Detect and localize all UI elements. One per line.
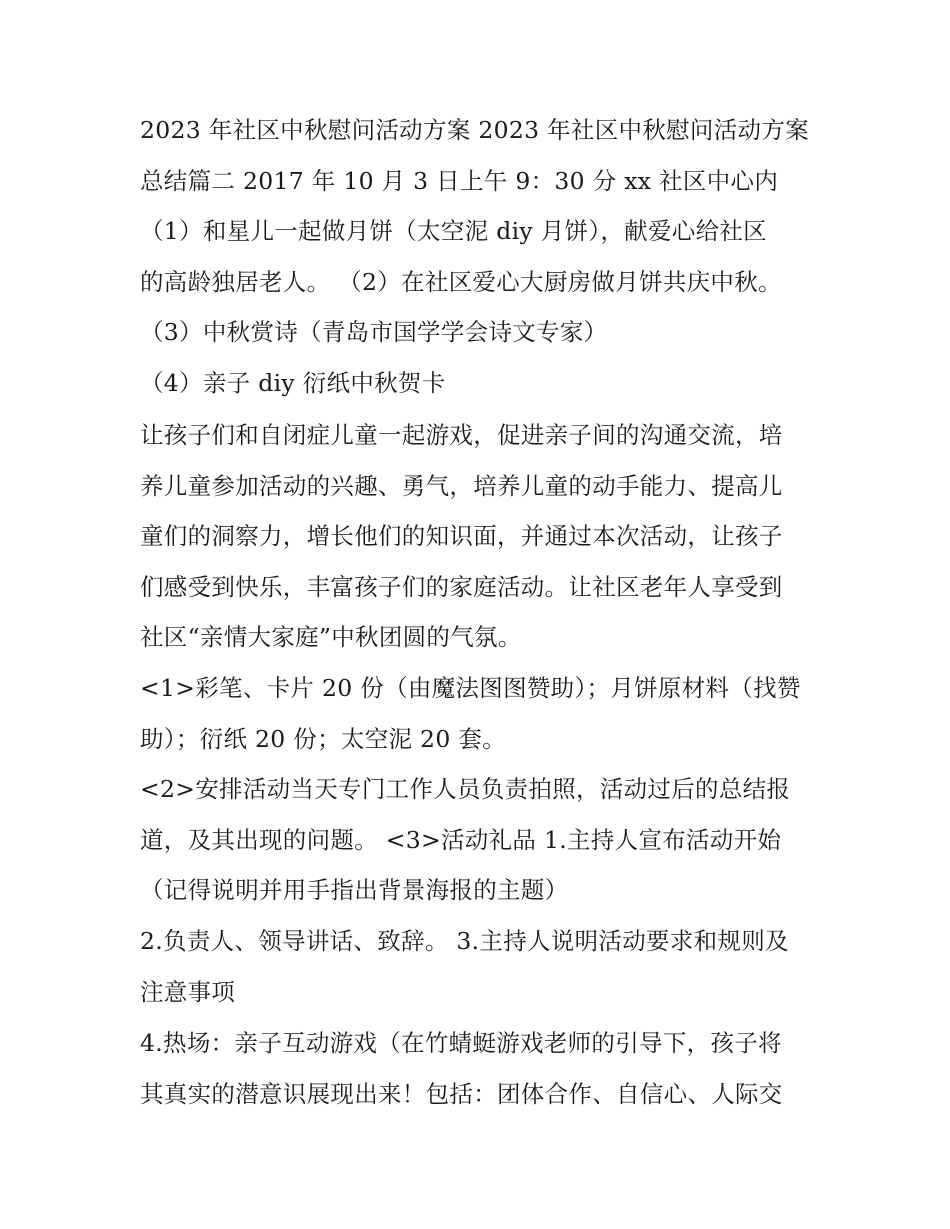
text-line: （3）中秋赏诗（青岛市国学学会诗文专家）: [140, 318, 608, 346]
text-line: 总结篇二 2017 年 10 月 3 日上午 9：30 分 xx 社区中心内: [140, 167, 779, 195]
text-line: 们感受到快乐，丰富孩子们的家庭活动。让社区老年人享受到: [140, 573, 783, 601]
text-line: 其真实的潜意识展现出来！包括：团体合作、自信心、人际交: [140, 1080, 783, 1108]
text-line: <1>彩笔、卡片 20 份（由魔法图图赞助）；月饼原材料（找赞: [140, 674, 801, 702]
text-line: 的高龄独居老人。 （2）在社区爱心大厨房做月饼共庆中秋。: [140, 268, 782, 296]
text-line: 童们的洞察力，增长他们的知识面，并通过本次活动，让孩子: [140, 522, 783, 550]
text-line: （记得说明并用手指出背景海报的主题）: [140, 876, 569, 904]
text-line: 4.热场：亲子互动游戏（在竹蜻蜓游戏老师的引导下，孩子将: [140, 1029, 782, 1057]
text-line: 让孩子们和自闭症儿童一起游戏，促进亲子间的沟通交流，培: [140, 421, 783, 449]
text-line: 养儿童参加活动的兴趣、勇气，培养儿童的动手能力、提高儿: [140, 472, 783, 500]
text-line: 2.负责人、领导讲话、致辞。 3.主持人说明活动要求和规则及: [140, 927, 789, 955]
text-line: （4）亲子 diy 衍纸中秋贺卡: [140, 369, 446, 397]
text-line: <2>安排活动当天专门工作人员负责拍照，活动过后的总结报: [140, 775, 791, 803]
text-line: （1）和星儿一起做月饼（太空泥 diy 月饼），献爱心给社区: [140, 217, 767, 245]
text-line: 社区“亲情大家庭”中秋团圆的气氛。: [140, 623, 522, 651]
text-line: 助）；衍纸 20 份；太空泥 20 套。: [140, 725, 506, 753]
text-line: 道，及其出现的问题。 <3>活动礼品 1.主持人宣布活动开始: [140, 826, 782, 854]
text-line: 注意事项: [140, 978, 236, 1006]
text-line: 2023 年社区中秋慰问活动方案 2023 年社区中秋慰问活动方案: [140, 116, 809, 144]
